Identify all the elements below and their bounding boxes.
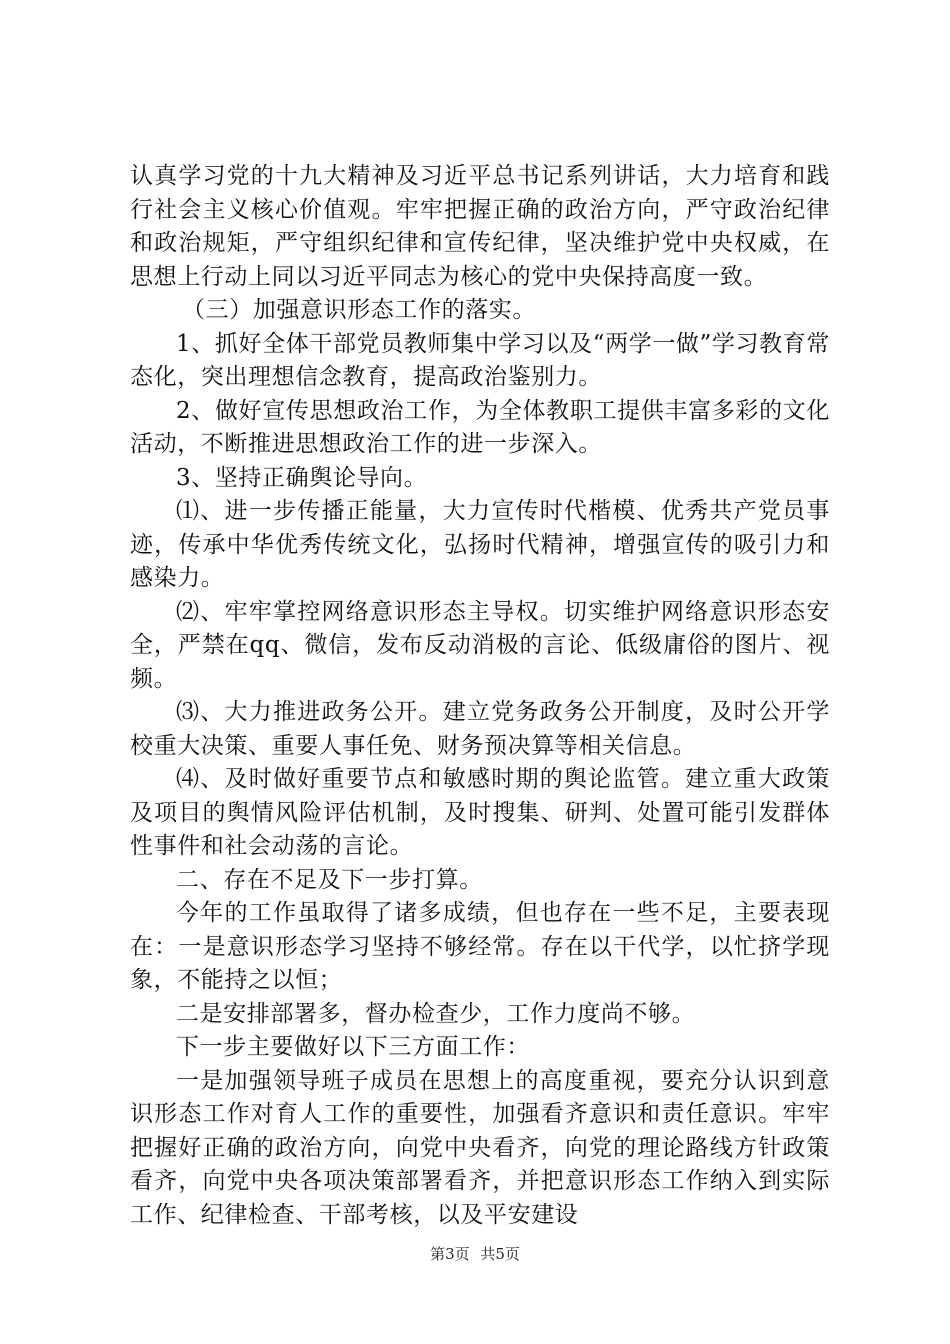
page-footer: [0, 1243, 950, 1264]
document-body: [130, 160, 830, 1232]
page-number: 第3页: [430, 1245, 470, 1263]
paragraph-subitem-4: ⑷、及时做好重要节点和敏感时期的舆论监管。建立重大政策及项目的舆情风险评估机制，及时搜集、研判、处置可能引发群体性事件和社会动荡的言论。: [130, 766, 830, 859]
paragraph-continuation: 认真学习党的十九大精神及习近平总书记系列讲话，大力培育和践行社会主义核心价值观。牢牢把握正确的政治方向，严守政治纪律和政治规矩，严守组织纪律和宣传纪律，坚决维护党中央权威，在思想上行动上同以习近平同志为核心的党中央保持高度一致。: [130, 163, 830, 290]
paragraph-item-3: 3、坚持正确舆论导向。: [176, 464, 428, 491]
paragraph-next-step-1: 一是加强领导班子成员在思想上的高度重视，要充分认识到意识形态工作对育人工作的重要性，加强看齐意识和责任意识。牢牢把握好正确的政治方向，向党中央看齐，向党的理论路线方针政策看齐，向党中央各项决策部署看齐，并把意识形态工作纳入到实际工作、纪律检查、干部考核，以及平安建设: [130, 1067, 830, 1228]
paragraph-section-heading-2: 二、存在不足及下一步打算。: [176, 866, 483, 893]
paragraph-item-1: 1、抓好全体干部党员教师集中学习以及“两学一做”学习教育常态化，突出理想信念教育，提高政治鉴别力。: [130, 330, 830, 390]
paragraph-shortcomings: 今年的工作虽取得了诸多成绩，但也存在一些不足，主要表现在：一是意识形态学习坚持不够经常。存在以干代学，以忙挤学现象，不能持之以恒；: [130, 900, 830, 993]
page-total: 共5页: [480, 1245, 520, 1263]
paragraph-next-steps: 下一步主要做好以下三方面工作：: [176, 1034, 530, 1060]
paragraph-subitem-1: ⑴、进一步传播正能量，大力宣传时代楷模、优秀共产党员事迹，传承中华优秀传统文化，弘扬时代精神，增强宣传的吸引力和感染力。: [130, 498, 830, 591]
paragraph-subitem-3: ⑶、大力推进政务公开。建立党务政务公开制度，及时公开学校重大决策、重要人事任免、财务预决算等相关信息。: [130, 699, 830, 759]
paragraph-shortcomings-2: 二是安排部署多，督办检查少，工作力度尚不够。: [176, 1000, 696, 1027]
paragraph-item-2: 2、做好宣传思想政治工作，为全体教职工提供丰富多彩的文化活动，不断推进思想政治工作的进一步深入。: [130, 397, 830, 457]
paragraph-section-heading-3: （三）加强意识形态工作的落实。: [182, 297, 536, 323]
paragraph-subitem-2: ⑵、牢牢掌控网络意识形态主导权。切实维护网络意识形态安全，严禁在qq、微信，发布反动消极的言论、低级庸俗的图片、视频。: [130, 598, 830, 692]
